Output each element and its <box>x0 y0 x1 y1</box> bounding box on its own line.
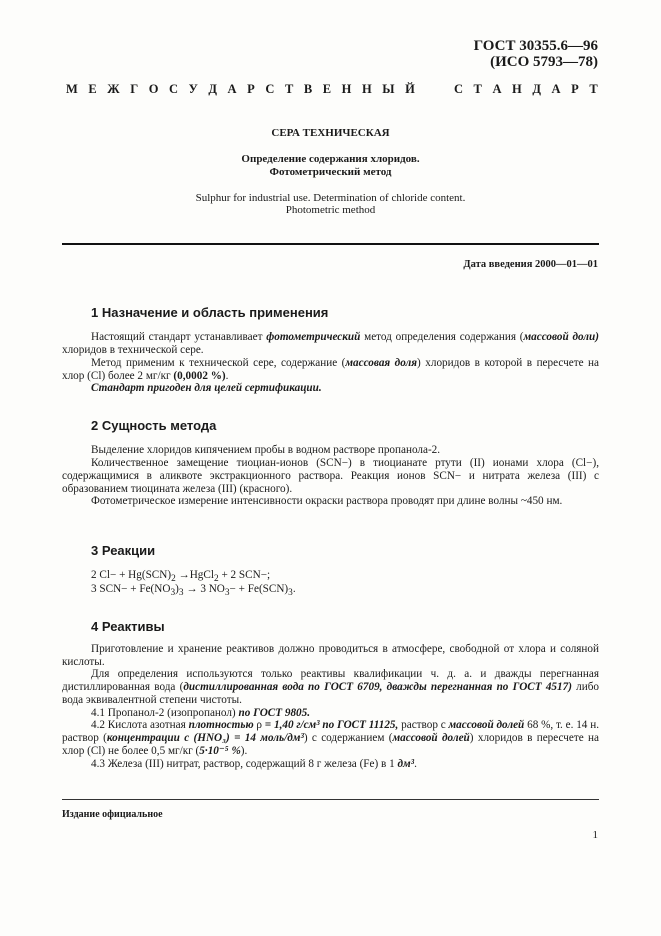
text-run-emphasis: массовой долей <box>448 719 525 731</box>
banner-letter: Т <box>284 82 294 96</box>
text-run: − + Fe(SCN) <box>229 583 289 595</box>
text-run-emphasis: дистиллированная вода по ГОСТ 6709, дважды перегнанная по ГОСТ 4517) <box>183 681 572 693</box>
subscript: 3 <box>224 588 230 599</box>
text-run: ) <box>175 583 179 595</box>
english-title-line-1: Sulphur for industrial use. Determination of chloride content. <box>195 192 466 204</box>
text-run: хлоридов в технической сере. <box>62 344 204 356</box>
banner-letter: О <box>148 82 159 96</box>
subtitle-line-2: Фотометрический метод <box>269 166 392 178</box>
banner-letter: Н <box>341 82 352 96</box>
text-run: 68 %, т. е. 14 н. раствор ( <box>62 719 599 744</box>
banner-letter: А <box>551 82 561 96</box>
banner-letter: Т <box>589 82 598 96</box>
banner-letter: С <box>265 82 275 96</box>
english-title-line-2: Photometric method <box>285 204 376 216</box>
banner-letter: С <box>169 82 179 96</box>
text-run-emphasis: массовой долей <box>392 732 470 744</box>
text-run: →HgCl <box>175 569 214 581</box>
section-1-paragraph-1 <box>62 331 599 357</box>
text-run: . <box>292 583 296 595</box>
text-run: Метод применим к технической сере, содержание ( <box>91 357 346 369</box>
subtitle-line-1: Определение содержания хлоридов. <box>241 153 420 165</box>
standard-number: ГОСТ 30355.6—96 <box>473 38 598 54</box>
text-run: ρ <box>253 719 265 731</box>
text-run: ). <box>240 745 248 757</box>
section-1-paragraph-3 <box>91 382 599 395</box>
text-run: + 2 SCN−; <box>218 569 271 581</box>
reagent-4-2 <box>62 719 599 758</box>
banner-letter: Н <box>512 82 522 96</box>
banner-letter: Н <box>361 82 372 96</box>
document-title: СЕРА ТЕХНИЧЕСКАЯ <box>271 127 390 139</box>
section-4-paragraph-1: Приготовление и хранение реактивов должно проводиться в атмосфере, свободной от хлора и соляной кислоты. <box>62 643 599 668</box>
text-run: 4.1 Пропанол-2 (изопропанол) <box>91 707 239 719</box>
subscript: 3 <box>170 588 176 599</box>
text-run-emphasis: плотностью <box>188 719 254 731</box>
english-title <box>0 192 661 216</box>
text-run: . <box>414 758 417 770</box>
banner-gap <box>425 82 443 97</box>
banner-letter: Е <box>88 82 97 96</box>
subscript: 3 <box>178 588 184 599</box>
reaction-equation-2 <box>91 583 599 600</box>
text-run-emphasis: = 1,40 г/см³ по ГОСТ 11125, <box>264 719 399 731</box>
standard-number-block <box>474 38 598 70</box>
section-2-heading: 2 Сущность метода <box>91 418 217 433</box>
text-run-emphasis: Стандарт пригоден для целей сертификации. <box>91 382 322 394</box>
text-run: раствор с <box>398 719 449 731</box>
section-1-heading: 1 Назначение и область применения <box>91 305 329 320</box>
reagent-4-3 <box>91 758 599 771</box>
interstate-standard-banner <box>66 82 598 97</box>
text-run: ) хлоридов в которой в пересчете на хлор (Cl) более 2 мг/кг <box>62 357 599 382</box>
section-4-paragraph-2 <box>62 668 599 707</box>
section-4-heading: 4 Реактивы <box>91 619 165 634</box>
iso-number: (ИСО 5793—78) <box>490 54 598 70</box>
subscript: 3 <box>288 588 293 599</box>
text-run: либо вода эквивалентной степени чистоты. <box>62 681 599 706</box>
banner-letter: М <box>66 82 78 96</box>
text-run-emphasis: концентрации c (HNO₃) = 14 моль/дм³ <box>106 732 304 744</box>
banner-letter: Ы <box>382 82 395 96</box>
text-run-bold: (0,0002 %) <box>173 370 226 382</box>
text-run-emphasis: дм³ <box>397 758 415 770</box>
page-number: 1 <box>592 829 598 841</box>
banner-letter: Д <box>532 82 541 96</box>
section-2-paragraph-2: Количественное замещение тиоциан-ионов (SCN−) в тиоцианате ртути (II) ионами хлора (Cl−), содержащимися в аликвоте экстракционного раствора. Реакция ионов SCN− и нитрата железа (III) с образованием тиоцината железа (III) (красного). <box>62 457 599 495</box>
text-run: . <box>225 370 229 382</box>
banner-letter: Е <box>322 82 332 96</box>
banner-letter: С <box>453 82 463 96</box>
banner-letter: В <box>303 82 313 96</box>
section-2-paragraph-3: Фотометрическое измерение интенсивности окраски раствора проводят при длине волны ~450 нм. <box>91 495 563 507</box>
subscript: 2 <box>171 574 176 585</box>
banner-letter: Д <box>208 82 217 96</box>
banner-letter: Г <box>130 82 139 96</box>
banner-letter: Р <box>247 82 255 96</box>
banner-letter: Ж <box>107 82 120 96</box>
text-run: 2 Cl− + Hg(SCN) <box>91 569 172 581</box>
banner-letter: У <box>188 82 198 96</box>
text-run-emphasis: массовой доли) <box>523 331 600 343</box>
text-run-emphasis: массовая доля <box>345 357 418 369</box>
section-3-heading: 3 Реакции <box>91 543 156 558</box>
banner-letter: А <box>492 82 502 96</box>
section-2-paragraph-1: Выделение хлоридов кипячением пробы в водном растворе пропанола-2. <box>91 444 441 456</box>
text-run: Настоящий стандарт устанавливает <box>91 331 267 343</box>
document-subtitle <box>0 153 661 179</box>
footer-divider <box>62 799 599 800</box>
section-1-paragraph-2 <box>62 357 599 383</box>
text-run: 3 SCN− + Fe(NO <box>91 583 171 595</box>
subscript: 2 <box>213 574 219 585</box>
banner-letter: Т <box>473 82 482 96</box>
text-run-emphasis: по ГОСТ 9805. <box>238 707 311 719</box>
text-run: → 3 NO <box>183 583 225 595</box>
official-edition-label: Издание официальное <box>62 809 163 820</box>
text-run: метод определения содержания ( <box>360 331 524 343</box>
text-run-emphasis: 5·10⁻⁵ % <box>199 745 241 757</box>
introduction-date: Дата введения 2000—01—01 <box>463 259 598 270</box>
text-run: 4.3 Железа (III) нитрат, раствор, содержащий 8 г железа (Fe) в 1 <box>91 758 398 770</box>
banner-letter: Й <box>405 82 415 96</box>
banner-letter: А <box>227 82 237 96</box>
banner-letter: Р <box>571 82 579 96</box>
text-run: Для определения используются только реактивы квалификации ч. д. а. и дважды перегнанная дистиллированная вода ( <box>62 668 599 693</box>
text-run: 4.2 Кислота азотная <box>91 719 189 731</box>
text-run: ) с содержанием ( <box>303 732 393 744</box>
text-run: ) хлоридов в пересчете на хлор (Cl) не более 0,5 мг/кг ( <box>62 732 599 757</box>
header-divider <box>62 243 599 245</box>
text-run-emphasis: фотометрический <box>266 331 361 343</box>
